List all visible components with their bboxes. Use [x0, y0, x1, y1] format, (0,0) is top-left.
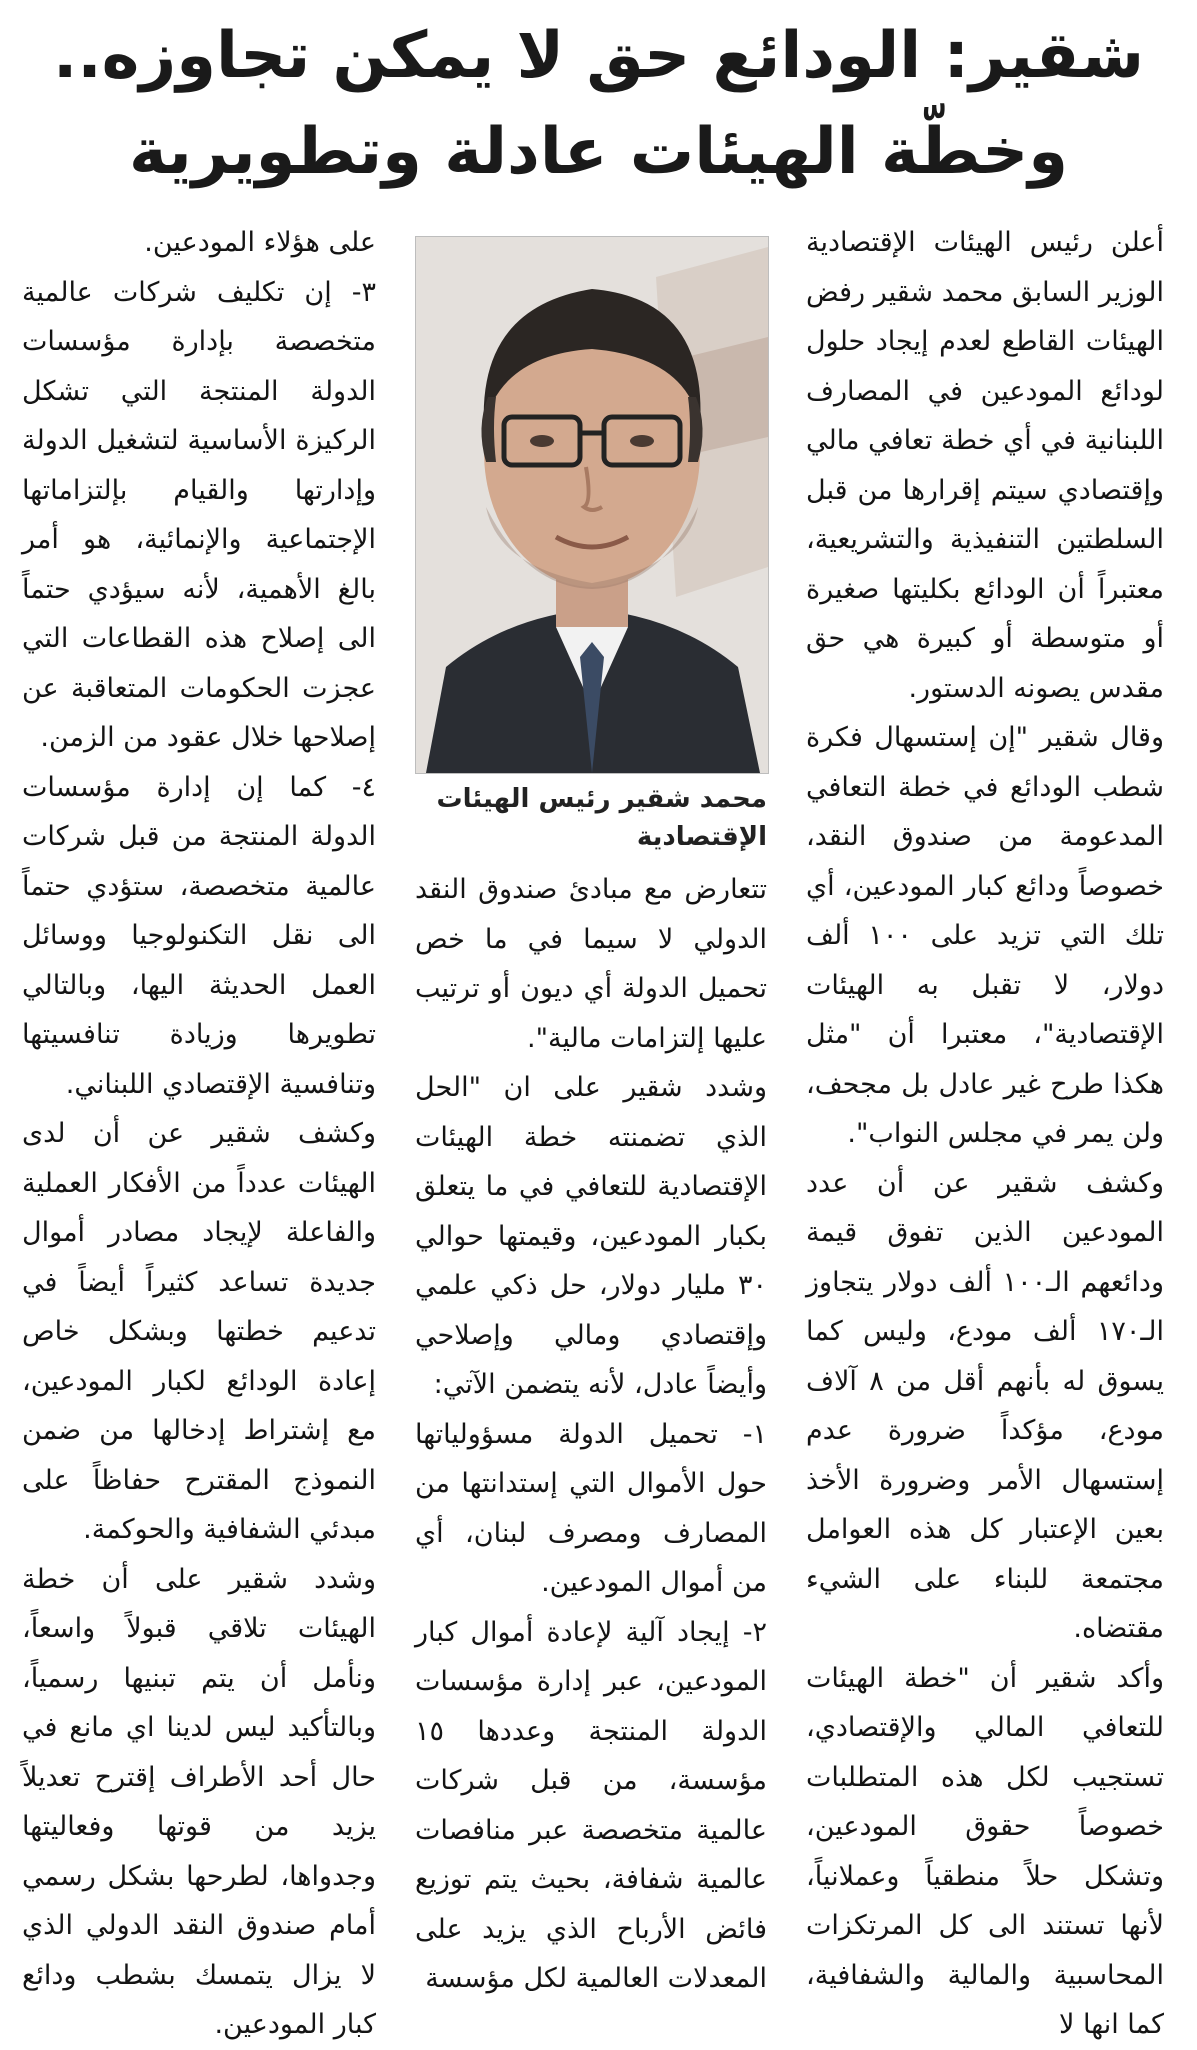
- paragraph: وكشف شقير عن أن لدى الهيئات عدداً من الأفكار العملية والفاعلة لإيجاد مصادر أموال جديدة تساعد كثيراً أيضاً في تدعيم خطتها وبشكل خاص إعادة الودائع لكبار المودعين، مع إشتراط إدخالها من ضمن النموذج المقترح حفاظاً على مبدئي الشفافية والحوكمة.: [22, 1118, 376, 1545]
- article-headline: [20, 8, 1177, 208]
- photo-caption: محمد شقير رئيس الهيئات الإقتصادية: [436, 784, 767, 852]
- paragraph: أعلن رئيس الهيئات الإقتصادية الوزير السابق محمد شقير رفض الهيئات القاطع لعدم إيجاد حلول لودائع المودعين في المصارف اللبنانية في أي خطة تعافي مالي وإقتصادي سيتم إقرارها من قبل السلطتين التنفيذية والتشريعية، معتبراً أن الودائع بكليتها صغيرة أو متوسطة أو كبيرة هي حق مقدس يصونه الدستور.: [806, 227, 1164, 704]
- paragraph: وشدد شقير على ان "الحل الذي تضمنته خطة الهيئات الإقتصادية للتعافي في ما يتعلق بكبار المودعين، وقيمتها حوالي ٣٠ مليار دولار، حل ذكي علمي وإقتصادي ومالي وإصلاحي وأيضاً عادل، لأنه يتضمن الآتي:: [415, 1072, 767, 1400]
- article-column-right: [806, 218, 1164, 2040]
- paragraph: ٢- إيجاد آلية لإعادة أموال كبار المودعين، عبر إدارة مؤسسات الدولة المنتجة وعددها ١٥ مؤسسة، من قبل شركات عالمية متخصصة عبر منافصات عالمية شفافة، بحيث يتم توزيع فائض الأرباح الذي يزيد على المعدلات العالمية لكل مؤسسة: [415, 1616, 767, 1994]
- headline-line-1: شقير: الودائع حق لا يمكن تجاوزه..: [53, 19, 1144, 93]
- paragraph: على هؤلاء المودعين.: [144, 227, 376, 258]
- portrait-illustration: [416, 237, 768, 773]
- paragraph: ٤- كما إن إدارة مؤسسات الدولة المنتجة من قبل شركات عالمية متخصصة، ستؤدي حتماً الى نقل التكنولوجيا ووسائل العمل الحديثة اليها، وبالتالي تطويرها وزيادة تنافسيتها وتنافسية الإقتصادي اللبناني.: [22, 771, 376, 1100]
- portrait-photo: [415, 236, 769, 774]
- paragraph: ٣- إن تكليف شركات عالمية متخصصة بإدارة مؤسسات الدولة المنتجة التي تشكل الركيزة الأساسية لتشغيل الدولة وإدارتها والقيام بإلتزاماتها الإجتماعية والإنمائية، هو أمر بالغ الأهمية، لأنه سيؤدي حتماً الى إصلاح هذه القطاعات التي عجزت الحكومات المتعاقبة عن إصلاحها خلال عقود من الزمن.: [22, 276, 376, 753]
- paragraph: تتعارض مع مبادئ صندوق النقد الدولي لا سيما في ما خص تحميل الدولة أي ديون أو ترتيب عليها إلتزامات مالية".: [415, 874, 767, 1054]
- paragraph: وشدد شقير على أن خطة الهيئات تلاقي قبولاً واسعاً، ونأمل أن يتم تبنيها رسمياً، وبالتأكيد ليس لدينا اي مانع في حال أحد الأطراف إقترح تعديلاً يزيد من قوتها وفعاليتها وجدواها، لطرحها بشكل رسمي أمام صندوق النقد الدولي الذي لا يزال يتمسك بشطب ودائع كبار المودعين.: [22, 1563, 376, 2040]
- paragraph: وأكد شقير أن "خطة الهيئات للتعافي المالي والإقتصادي، تستجيب لكل هذه المتطلبات خصوصاً حقوق المودعين، وتشكل حلاً منطقياً وعملانياً، لأنها تستند الى كل المرتكزات المحاسبية والمالية والشفافية، كما انها لا: [806, 1662, 1164, 2040]
- paragraph: ١- تحميل الدولة مسؤولياتها حول الأموال التي إستدانتها من المصارف ومصرف لبنان، أي من أموال المودعين.: [415, 1418, 767, 1598]
- article-column-middle: [415, 865, 767, 1994]
- paragraph: وكشف شقير عن أن عدد المودعين الذين تفوق قيمة ودائعهم الـ١٠٠ ألف دولار يتجاوز الـ١٧٠ ألف مودع، وليس كما يسوق له بأنهم أقل من ٨ آلاف مودع، مؤكداً ضرورة عدم إستسهال الأمر وضرورة الأخذ بعين الإعتبار كل هذه العوامل مجتمعة للبناء على الشيء مقتضاه.: [806, 1167, 1164, 1644]
- paragraph: وقال شقير "إن إستسهال فكرة شطب الودائع في خطة التعافي المدعومة من صندوق النقد، خصوصاً ودائع كبار المودعين، أي تلك التي تزيد على ١٠٠ ألف دولار، لا تقبل به الهيئات الإقتصادية"، معتبرا أن "مثل هكذا طرح غير عادل بل مجحف، ولن يمر في مجلس النواب".: [806, 722, 1164, 1149]
- headline-line-2: وخطّة الهيئات عادلة وتطويرية: [128, 115, 1069, 189]
- article-column-left: [22, 218, 376, 2040]
